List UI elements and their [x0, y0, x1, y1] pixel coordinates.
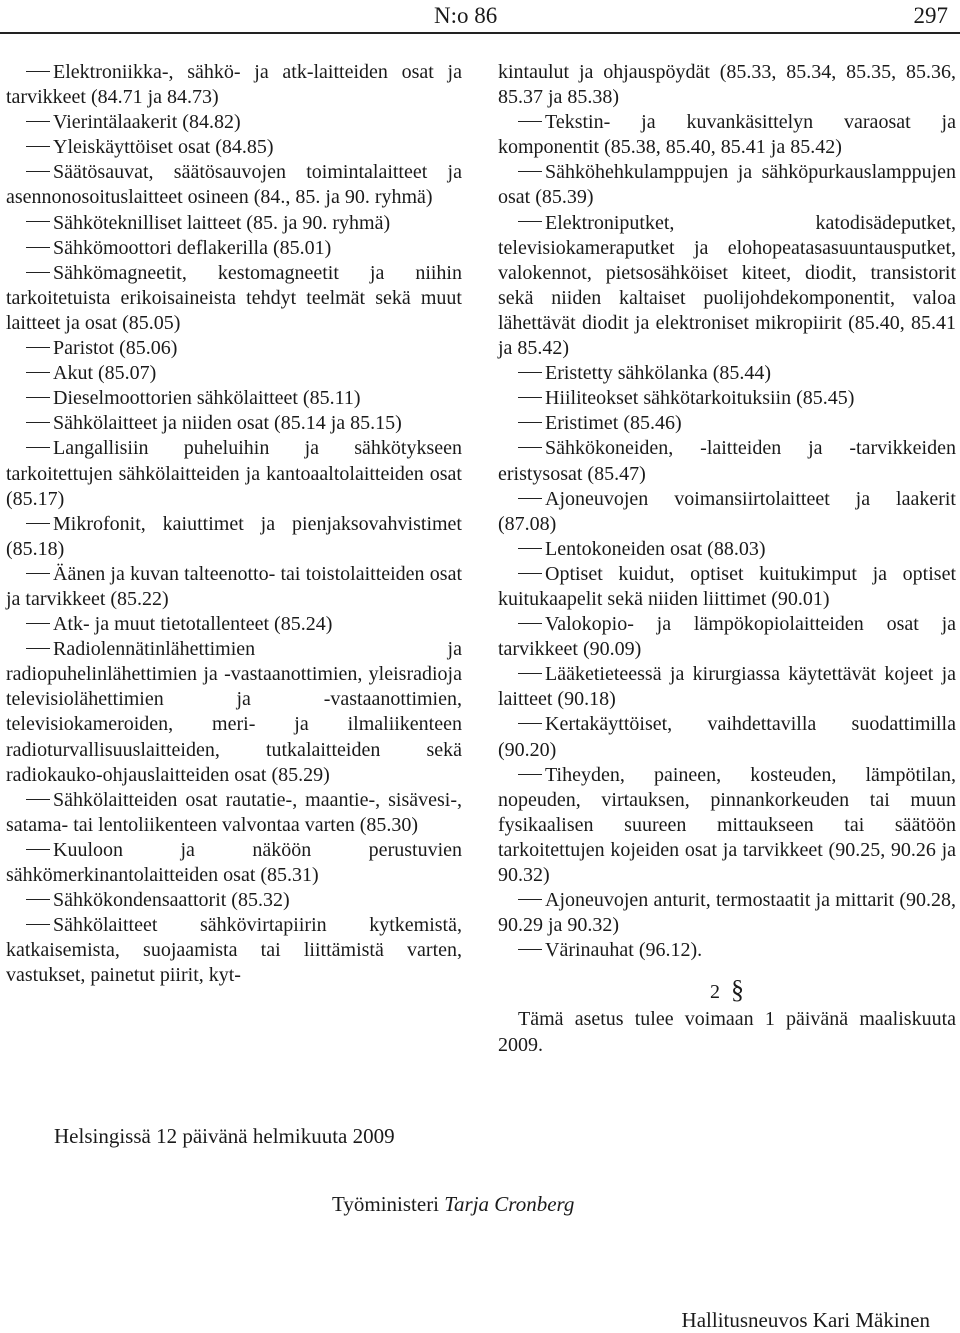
list-item — [498, 386, 956, 411]
em-dash — [26, 221, 50, 222]
list-item-text: Radiolennätinlähettimien ja radiopuhelinlähettimien ja -vastaanottimien, yleisradioja televisiolähettimien ja -vastaanottimien, televisiokameroiden, meri- ja ilmaliikenteen radioturvallisuuslaitteiden, tutkalaitteiden sekä radiokauko-ohjauslaitteiden osat (85.29) — [6, 638, 462, 786]
list-item — [6, 135, 462, 160]
list-item — [6, 336, 462, 361]
section-heading — [498, 977, 956, 1005]
list-item — [6, 913, 462, 988]
em-dash — [26, 146, 50, 147]
left-column — [6, 60, 462, 988]
em-dash — [26, 397, 50, 398]
em-dash — [518, 899, 542, 900]
minister-title: Työministeri — [332, 1192, 440, 1216]
place-date: Helsingissä 12 päivänä helmikuuta 2009 — [54, 1124, 395, 1148]
list-item — [6, 637, 462, 788]
list-item-text: Elektroniikka-, sähkö- ja atk-laitteiden osat ja tarvikkeet (84.71 ja 84.73) — [6, 61, 462, 109]
list-item-text: Eristimet (85.46) — [545, 412, 682, 435]
em-dash — [26, 648, 50, 649]
em-dash — [26, 247, 50, 248]
list-item-text: Kertakäyttöiset, vaihdettavilla suodattimilla (90.20) — [498, 713, 956, 761]
list-item-text: Langallisiin puheluihin ja sähkötykseen tarkoitettujen sähkölaitteiden ja kantoaaltolaitteiden osat (85.17) — [6, 437, 462, 510]
list-item — [6, 411, 462, 436]
page-number: 297 — [913, 3, 948, 28]
list-item-text: Lentokoneiden osat (88.03) — [545, 537, 766, 560]
em-dash — [26, 171, 50, 172]
em-dash — [26, 347, 50, 348]
list-item-text: Värinauhat (96.12). — [545, 939, 703, 962]
list-item — [6, 236, 462, 261]
list-item — [498, 411, 956, 436]
list-item-text: Tiheyden, paineen, kosteuden, lämpötilan, nopeuden, virtauksen, pinnankorkeuden tai muun fysikaalisen suureen mittaukseen tai säätöön tarkoitettujen kojeiden osat ja tarvikkeet (90.25, 90.26 ja 90.32) — [498, 763, 956, 886]
section-number: 2 — [710, 981, 720, 1004]
em-dash — [518, 774, 542, 775]
list-item — [6, 838, 462, 888]
minister-name: Tarja Cronberg — [444, 1192, 575, 1216]
list-item-text: Elektroniputket, katodisädeputket, televisiokameraputket ja elohopeatasasuuntausputket, valokennot, pietsosähköiset kiteet, diodit, transistorit sekä niiden kaltaiset puolijohdekomponentit, valoa lähettävät diodit ja elektroniset mikropiirit (85.40, 85.41 ja 85.42) — [498, 211, 956, 360]
list-item — [498, 211, 956, 362]
advisor-signature: Hallitusneuvos Kari Mäkinen — [681, 1308, 930, 1332]
list-item — [498, 938, 956, 963]
em-dash — [26, 849, 50, 850]
list-item — [6, 788, 462, 838]
section-text: Tämä asetus tulee voimaan 1 päivänä maaliskuuta 2009. — [498, 1008, 956, 1056]
list-item-text: Hiiliteokset sähkötarkoituksiin (85.45) — [545, 387, 855, 410]
right-column-items — [498, 60, 956, 963]
list-item-text: Ajoneuvojen anturit, termostaatit ja mittarit (90.28, 90.29 ja 90.32) — [498, 889, 956, 937]
em-dash — [518, 623, 542, 624]
list-item-text: Sähkökondensaattorit (85.32) — [53, 889, 290, 912]
em-dash — [518, 498, 542, 499]
em-dash — [518, 397, 542, 398]
right-column — [498, 60, 956, 1058]
list-item — [6, 562, 462, 612]
em-dash — [26, 799, 50, 800]
em-dash — [26, 447, 50, 448]
em-dash — [518, 171, 542, 172]
list-item-text: Tekstin- ja kuvankäsittelyn varaosat ja komponentit (85.38, 85.40, 85.41 ja 85.42) — [498, 111, 956, 159]
list-item-text: Optiset kuidut, optiset kuitukimput ja optiset kuitukaapelit sekä niiden liittimet (90.01) — [498, 562, 956, 610]
em-dash — [26, 573, 50, 574]
list-item-text: Akut (85.07) — [53, 362, 157, 385]
em-dash — [518, 422, 542, 423]
list-item-text: Lääketieteessä ja kirurgiassa käytettävät kojeet ja laitteet (90.18) — [498, 663, 956, 711]
list-item-text: Mikrofonit, kaiuttimet ja pienjaksovahvistimet (85.18) — [6, 512, 462, 560]
list-item — [498, 160, 956, 210]
list-item — [6, 512, 462, 562]
list-item — [6, 160, 462, 210]
list-item-text: Äänen ja kuvan talteenotto- tai toistolaitteiden osat ja tarvikkeet (85.22) — [6, 562, 462, 610]
list-item-text: Atk- ja muut tietotallenteet (85.24) — [53, 613, 333, 636]
issue-number: N:o 86 — [434, 3, 498, 28]
list-item-text: Sähköteknilliset laitteet (85. ja 90. ryhmä) — [53, 211, 391, 234]
list-item-text: Säätösauvat, säätösauvojen toimintalaitteet ja asennonosoituslaitteet osineen (84., 85. ja 90. ryhmä) — [6, 161, 462, 209]
list-item-text: Valokopio- ja lämpökopiolaitteiden osat ja tarvikkeet (90.09) — [498, 613, 956, 661]
list-item-text: Sähkölaitteet ja niiden osat (85.14 ja 85.15) — [53, 412, 402, 435]
list-item-text: Paristot (85.06) — [53, 337, 178, 360]
list-item-text: Ajoneuvojen voimansiirtolaitteet ja laakerit (87.08) — [498, 487, 956, 535]
em-dash — [518, 723, 542, 724]
list-item — [6, 110, 462, 135]
list-item — [6, 261, 462, 336]
em-dash — [26, 924, 50, 925]
list-item-text: Kuuloon ja näköön perustuvien sähkömerkinantolaitteiden osat (85.31) — [6, 838, 462, 886]
em-dash — [518, 573, 542, 574]
list-item — [498, 60, 956, 110]
list-item-text: Sähkömagneetit, kestomagneetit ja niihin tarkoitetuista erikoisaineista tehdyt teelmät sekä muut laitteet ja osat (85.05) — [6, 261, 462, 334]
list-item — [6, 60, 462, 110]
list-item — [6, 888, 462, 913]
list-item — [498, 562, 956, 612]
em-dash — [26, 372, 50, 373]
em-dash — [518, 372, 542, 373]
list-item-text: Sähkökoneiden, -laitteiden ja -tarvikkeiden eristysosat (85.47) — [498, 437, 956, 485]
list-item-text: kintaulut ja ohjauspöydät (85.33, 85.34, 85.35, 85.36, 85.37 ja 85.38) — [498, 61, 956, 109]
list-item-text: Vierintälaakerit (84.82) — [53, 111, 241, 134]
list-item — [498, 612, 956, 662]
em-dash — [26, 272, 50, 273]
list-item — [498, 712, 956, 762]
em-dash — [26, 623, 50, 624]
em-dash — [518, 548, 542, 549]
list-item — [498, 763, 956, 888]
list-item-text: Sähköhehkulamppujen ja sähköpurkauslamppujen osat (85.39) — [498, 161, 956, 209]
em-dash — [26, 899, 50, 900]
list-item-text: Sähkömoottori deflakerilla (85.01) — [53, 236, 332, 259]
list-item — [498, 888, 956, 938]
page-header — [0, 0, 960, 40]
em-dash — [26, 71, 50, 72]
em-dash — [518, 121, 542, 122]
list-item — [498, 537, 956, 562]
em-dash — [26, 422, 50, 423]
list-item-text: Eristetty sähkölanka (85.44) — [545, 362, 772, 385]
list-item-text: Sähkölaitteet sähkövirtapiirin kytkemistä, katkaisemista, suojaamista tai liittämistä varten, vastukset, painetut piirit, kyt- — [6, 914, 462, 987]
list-item — [6, 436, 462, 511]
em-dash — [518, 949, 542, 950]
list-item — [498, 361, 956, 386]
list-item — [498, 487, 956, 537]
em-dash — [518, 673, 542, 674]
section-sign: § — [731, 975, 744, 1005]
list-item — [498, 110, 956, 160]
list-item — [6, 361, 462, 386]
list-item — [6, 612, 462, 637]
em-dash — [518, 447, 542, 448]
list-item-text: Yleiskäyttöiset osat (84.85) — [53, 136, 274, 159]
minister-signature — [332, 1192, 574, 1217]
list-item — [498, 436, 956, 486]
em-dash — [518, 221, 542, 222]
list-item-text: Dieselmoottorien sähkölaitteet (85.11) — [53, 387, 361, 410]
em-dash — [26, 523, 50, 524]
list-item-text: Sähkölaitteiden osat rautatie-, maantie-, sisävesi-, satama- tai lentoliikenteen valvontaa varten (85.30) — [6, 788, 462, 836]
list-item — [498, 662, 956, 712]
em-dash — [26, 121, 50, 122]
list-item — [6, 386, 462, 411]
header-rule — [0, 32, 960, 34]
list-item — [6, 211, 462, 236]
